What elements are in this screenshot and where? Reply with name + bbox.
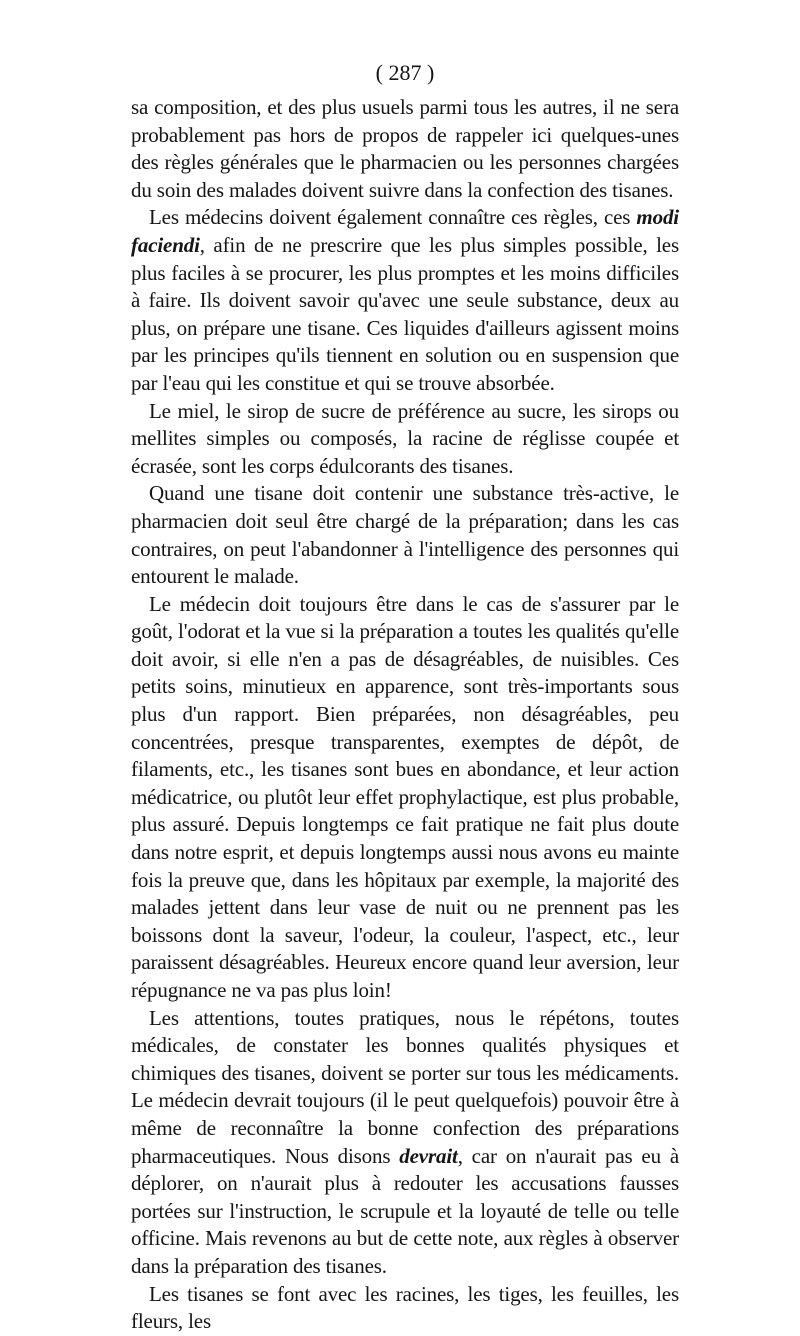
paragraph-1: [131, 94, 679, 204]
paragraph-text: , afin de ne prescrire que les plus simples possible, les plus faciles à se procurer, les plus promptes et les moins difficiles à faire. Ils doivent savoir qu'avec une seule substance, deux au plus, on prépare une tisane. Ces liquides d'ailleurs agissent moins par les principes qu'ils tiennent en solution ou en suspension que par l'eau qui les constitue et qui se trouve absorbée.: [131, 232, 679, 395]
paragraph-4: [131, 480, 679, 590]
italic-word-devrait: devrait: [399, 1143, 458, 1168]
paragraph-text: Les tisanes se font avec les racines, les tiges, les feuilles, les fleurs, les: [131, 1281, 679, 1334]
paragraph-text: Les médecins doivent également connaître ces règles, ces: [149, 205, 637, 230]
paragraph-6: [131, 1005, 679, 1281]
book-page: [131, 58, 679, 1336]
paragraph-text: Les attentions, toutes pratiques, nous le répétons, toutes médicales, de constater les bonnes qualités physiques et chimiques des tisanes, doivent se porter sur tous les médicaments. Le médecin devrait toujours (il le peut quelquefois) pouvoir être à même de reconnaître la bonne confection des préparations pharmaceutiques. Nous disons: [131, 1005, 679, 1168]
paragraph-7: [131, 1281, 679, 1336]
paragraph-text: Quand une tisane doit contenir une substance très-active, le pharmacien doit seul être chargé de la préparation; dans les cas contraires, on peut l'abandonner à l'intelligence des personnes qui entourent le malade.: [131, 481, 679, 589]
paragraph-5: [131, 591, 679, 1005]
paragraph-2: [131, 204, 679, 397]
paragraph-text: Le miel, le sirop de sucre de préférence au sucre, les sirops ou mellites simples ou composés, la racine de réglisse coupée et écrasée, sont les corps édulcorants des tisanes.: [131, 398, 679, 478]
paragraph-text: sa composition, et des plus usuels parmi tous les autres, il ne sera probablement pas hors de propos de rappeler ici quelques-unes des règles générales que le pharmacien ou les personnes chargées du soin des malades doivent suivre dans la confection des tisanes.: [131, 95, 679, 202]
italic-phrase-modi-faciendi: modi faciendi: [131, 205, 679, 257]
paragraph-3: [131, 398, 679, 481]
paragraph-text: , car on n'aurait pas eu à déplorer, on n'aurait plus à redouter les accusations fausses portées sur l'instruction, le scrupule et la loyauté de telle ou telle officine. Mais revenons au but de cette note, aux règles à observer dans la préparation des tisanes.: [131, 1143, 679, 1278]
page-number: ( 287 ): [375, 60, 435, 85]
paragraph-text: Le médecin doit toujours être dans le cas de s'assurer par le goût, l'odorat et la vue si la préparation a toutes les qualités qu'elle doit avoir, si elle n'en a pas de désagréables, de nuisibles. Ces petits soins, minutieux en apparence, sont très-importants sous plus d'un rapport. Bien préparées, non désagréables, peu concentrées, presque transparentes, exemptes de dépôt, de filaments, etc., les tisanes sont bues en abondance, et leur action médicatrice, ou plutôt leur effet prophylactique, est plus probable, plus assuré. Depuis longtemps ce fait pratique ne fait plus doute dans notre esprit, et depuis longtemps aussi nous avons eu mainte fois la preuve que, dans les hôpitaux par exemple, la majorité des malades jettent dans leur vase de nuit ou ne prennent pas les boissons dont la saveur, l'odeur, la couleur, l'aspect, etc., leur paraissent désagréables. Heureux encore quand leur aversion, leur répugnance ne va pas plus loin!: [131, 591, 679, 1002]
